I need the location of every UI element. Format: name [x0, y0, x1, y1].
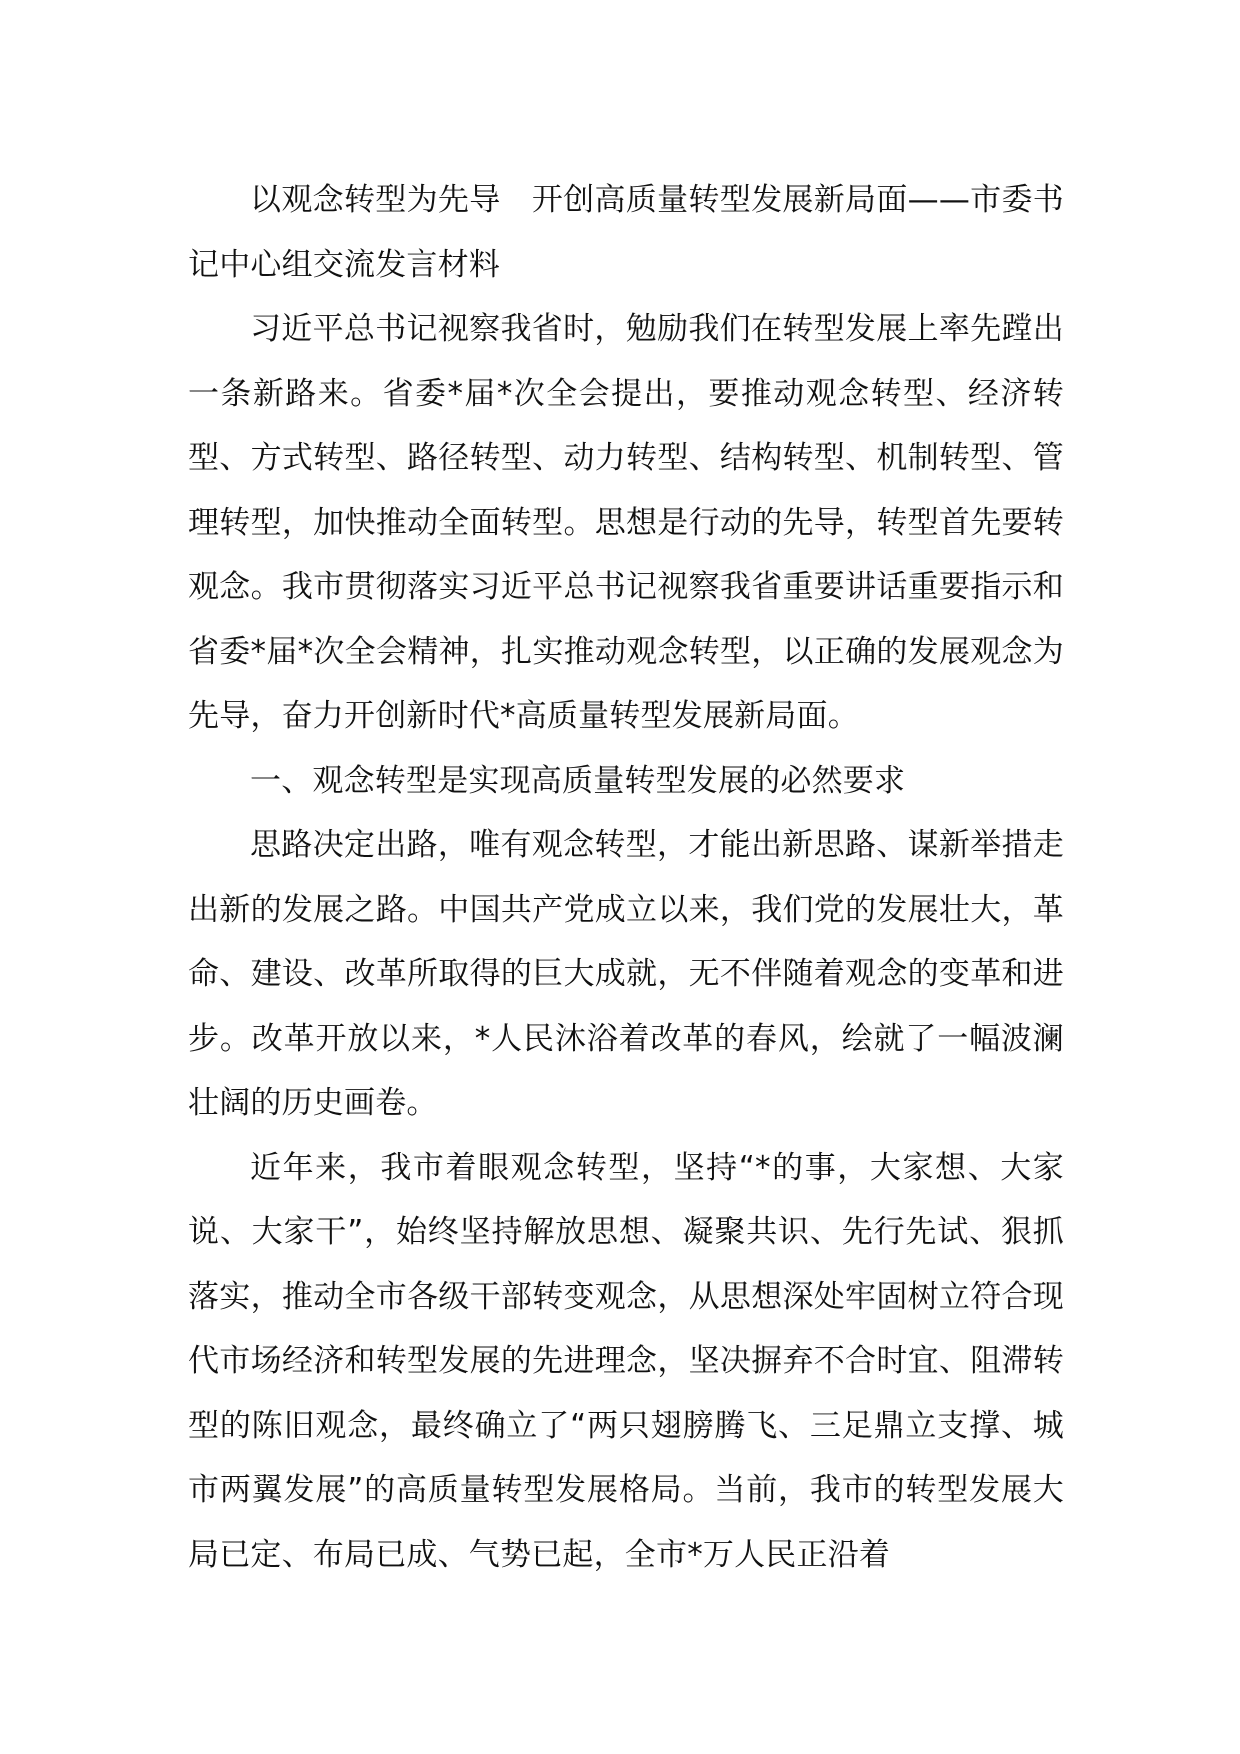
paragraph-history: 思路决定出路，唯有观念转型，才能出新思路、谋新举措走出新的发展之路。中国共产党成立以来，我们党的发展壮大，革命、建设、改革所取得的巨大成就，无不伴随着观念的变革和进步。改革开放以来，*人民沐浴着改革的春风，绘就了一幅波澜壮阔的历史画卷。 — [188, 827, 1064, 1121]
section-heading-1: 一、观念转型是实现高质量转型发展的必然要求 — [250, 762, 906, 799]
paragraph-recent: 近年来，我市着眼观念转型，坚持“*的事，大家想、大家说、大家干”，始终坚持解放思想、凝聚共识、先行先试、狠抓落实，推动全市各级干部转变观念，从思想深处牢固树立符合现代市场经济和转型发展的先进理念，坚决摒弃不合时宜、阻滞转型的陈旧观念，最终确立了“两只翅膀腾飞、三足鼎立支撑、城市两翼发展”的高质量转型发展格局。当前，我市的转型发展大局已定、布局已成、气势已起，全市*万人民正沿着 — [188, 1149, 1064, 1573]
document-body — [188, 168, 1064, 1587]
paragraph-intro: 习近平总书记视察我省时，勉励我们在转型发展上率先蹚出一条新路来。省委*届*次全会提出，要推动观念转型、经济转型、方式转型、路径转型、动力转型、结构转型、机制转型、管理转型，加快推动全面转型。思想是行动的先导，转型首先要转观念。我市贯彻落实习近平总书记视察我省重要讲话重要指示和省委*届*次全会精神，扎实推动观念转型，以正确的发展观念为先导，奋力开创新时代*高质量转型发展新局面。 — [188, 311, 1064, 734]
document-title: 以观念转型为先导 开创高质量转型发展新局面——市委书记中心组交流发言材料 — [188, 182, 1064, 283]
